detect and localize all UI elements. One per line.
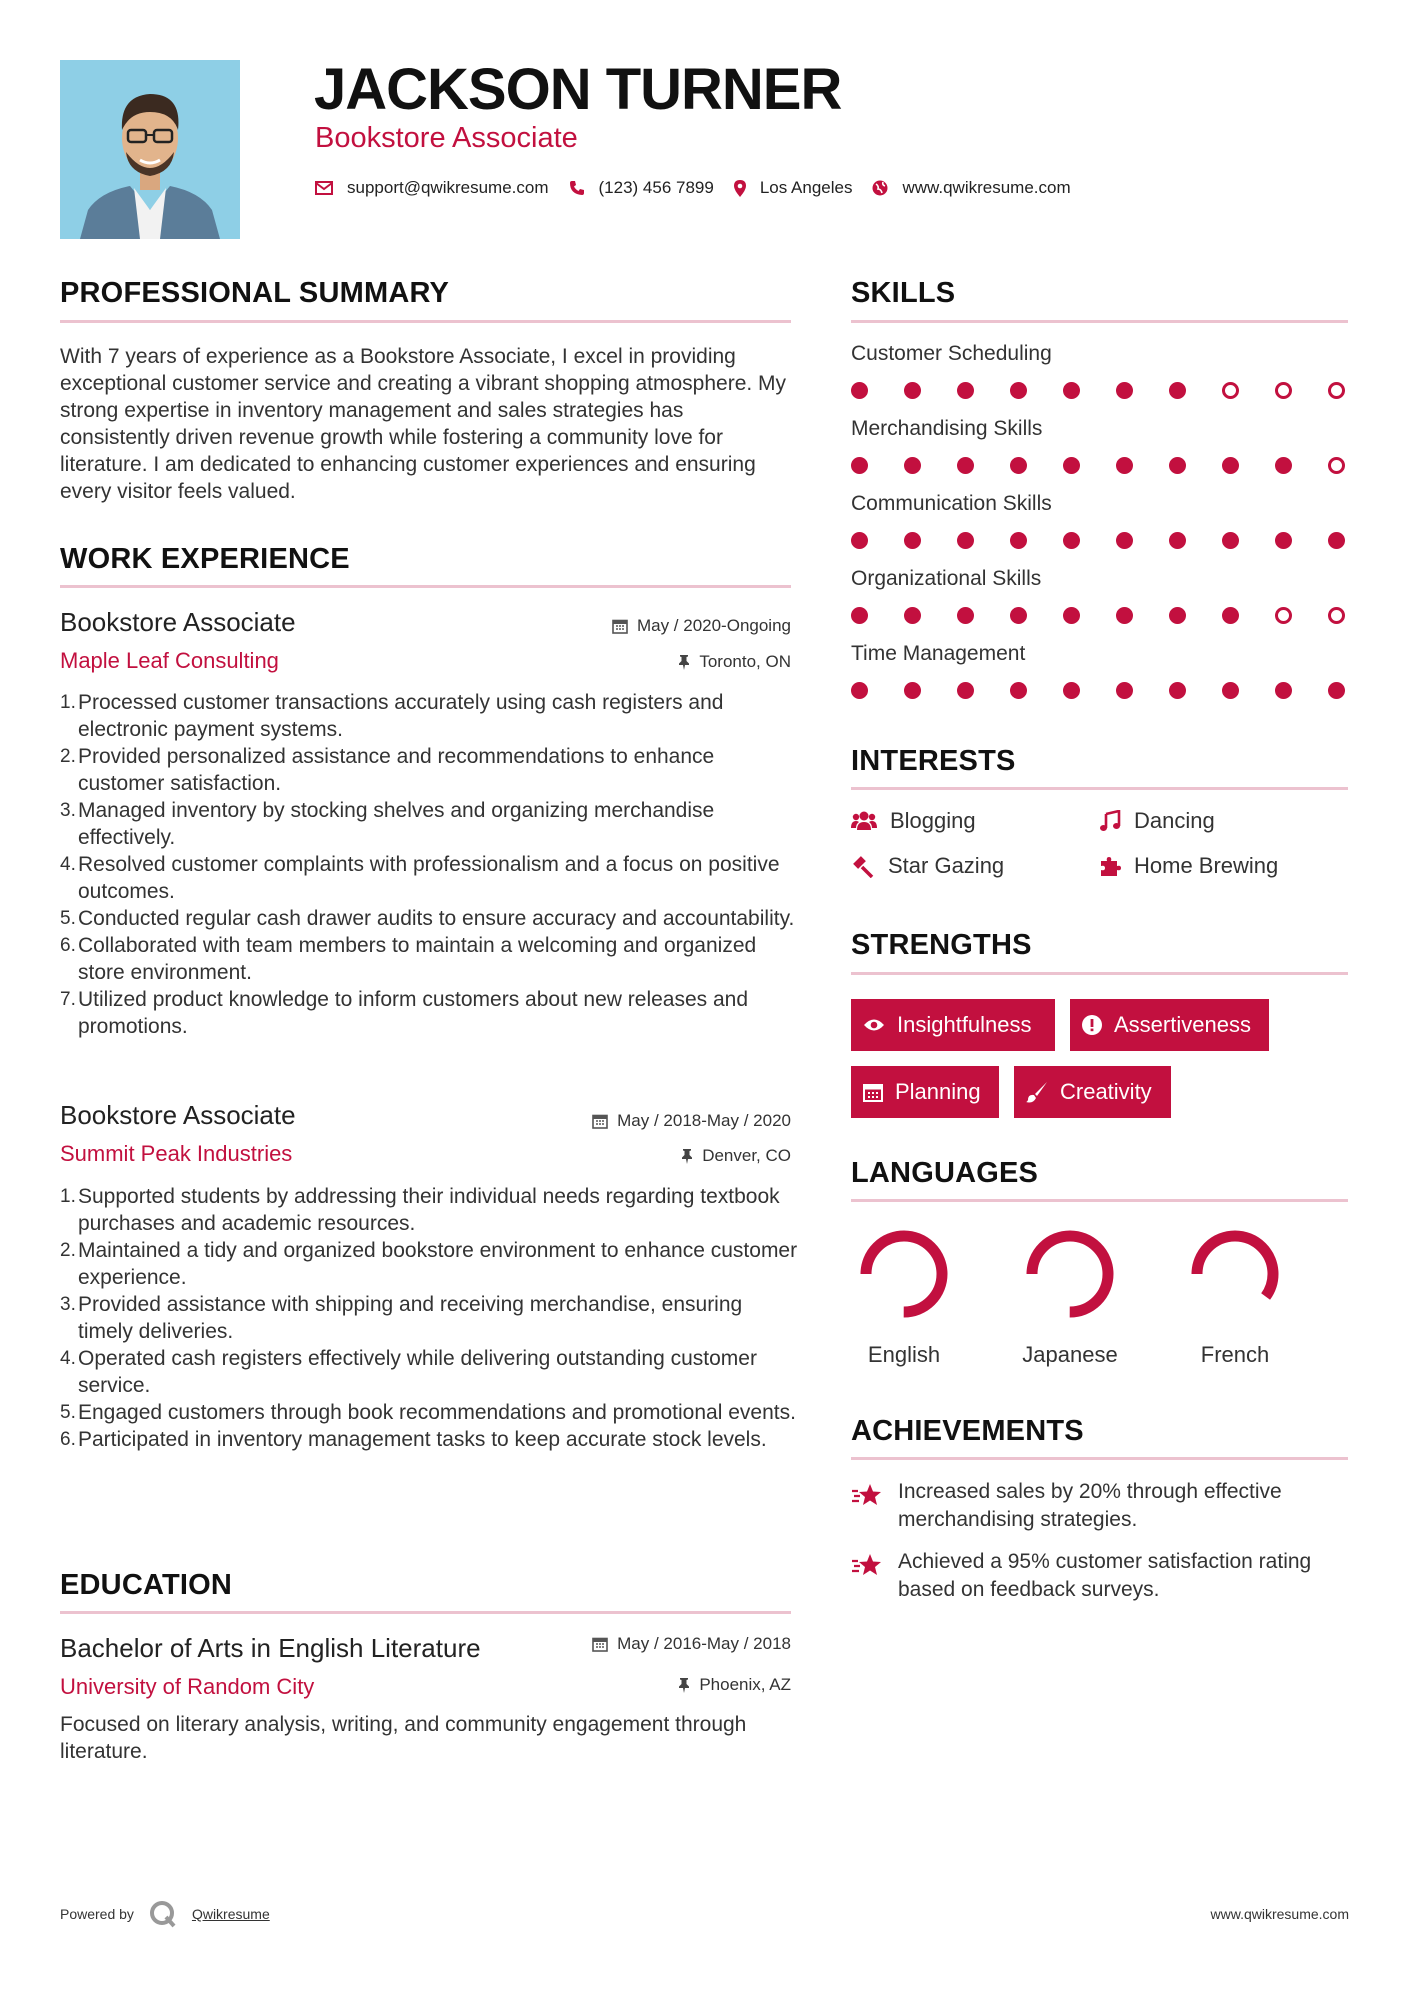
rating-dot-filled — [1063, 682, 1080, 699]
rating-dot-filled — [957, 607, 974, 624]
language-name: French — [1200, 1342, 1270, 1367]
skill-rating — [851, 682, 1345, 699]
list-item: 2. Maintained a tidy and organized bookstore environment to enhance customer experience. — [60, 1239, 798, 1289]
languages-heading: LANGUAGES — [851, 1157, 1039, 1189]
strength-badge — [851, 999, 1055, 1051]
rating-dot-filled — [851, 457, 868, 474]
language-item — [1170, 1226, 1300, 1368]
interest-item — [851, 853, 1004, 879]
education-dates — [592, 1634, 791, 1654]
interest-label: Blogging — [890, 808, 976, 833]
job-dates-text: May / 2018-May / 2020 — [617, 1111, 791, 1130]
email-text: support@qwikresume.com — [347, 178, 549, 197]
rating-dot-filled — [1222, 682, 1239, 699]
strength-badge — [1070, 999, 1269, 1051]
rating-dot-filled — [1222, 607, 1239, 624]
summary-divider — [60, 320, 791, 323]
degree-title: Bachelor of Arts in English Literature — [60, 1633, 481, 1663]
achievement-text: Achieved a 95% customer satisfaction rating based on feedback surveys. — [898, 1550, 1312, 1601]
job-dates — [612, 616, 791, 636]
rating-dot-filled — [851, 607, 868, 624]
rating-dot-filled — [957, 382, 974, 399]
language-ring — [1187, 1226, 1283, 1322]
list-item: 7. Utilized product knowledge to inform customers about new releases and promotions. — [60, 988, 749, 1038]
skills-heading: SKILLS — [851, 277, 956, 309]
music-icon — [1099, 810, 1121, 832]
achievements-divider — [851, 1457, 1348, 1460]
interests-heading: INTERESTS — [851, 745, 1016, 777]
rating-dot-filled — [1169, 382, 1186, 399]
job-company: Summit Peak Industries — [60, 1141, 293, 1166]
strength-label: Creativity — [1060, 1079, 1152, 1104]
interest-item — [1099, 853, 1278, 879]
job-location — [678, 652, 791, 672]
contact-email[interactable] — [315, 178, 549, 198]
rating-dot-filled — [957, 532, 974, 549]
rating-dot-filled — [851, 682, 868, 699]
rating-dot-empty — [1275, 607, 1292, 624]
language-item — [1005, 1226, 1135, 1368]
strength-badge — [851, 1066, 999, 1118]
strengths-divider — [851, 972, 1348, 975]
rating-dot-filled — [1328, 682, 1345, 699]
list-item: 6. Collaborated with team members to maintain a welcoming and organized store environment. — [60, 934, 757, 984]
rating-dot-filled — [904, 532, 921, 549]
rating-dot-filled — [957, 457, 974, 474]
achievement-item — [851, 1478, 1351, 1534]
achievement-text: Increased sales by 20% through effective merchandising strategies. — [898, 1480, 1282, 1531]
contact-location — [734, 178, 853, 198]
job-dates — [592, 1111, 791, 1131]
rating-dot-filled — [1010, 682, 1027, 699]
rating-dot-filled — [957, 682, 974, 699]
list-item: 4. Resolved customer complaints with professionalism and a focus on positive outcomes. — [60, 853, 780, 903]
footer-website[interactable]: www.qwikresume.com — [1210, 1906, 1349, 1922]
rating-dot-filled — [1063, 607, 1080, 624]
language-ring — [856, 1226, 952, 1322]
interests-divider — [851, 787, 1348, 790]
job-title: Bookstore Associate — [60, 1100, 296, 1130]
interest-label: Dancing — [1134, 808, 1215, 833]
qwikresume-logo-icon — [148, 1899, 178, 1929]
rating-dot-filled — [1116, 682, 1133, 699]
education-location-text: Phoenix, AZ — [699, 1675, 791, 1694]
rating-dot-empty — [1222, 382, 1239, 399]
rating-dot-filled — [1063, 382, 1080, 399]
strength-label: Planning — [895, 1079, 981, 1104]
list-item: 1. Processed customer transactions accurately using cash registers and electronic payment systems. — [60, 691, 724, 741]
rating-dot-empty — [1328, 382, 1345, 399]
summary-text: With 7 years of experience as a Bookstore Associate, I excel in providing exceptional customer service and creating a vibrant shopping atmosphere. My strong expertise in inventory management and sales strategies has consistently driven revenue growth while fostering a community love for literature. I am dedicated to enhancing customer experiences and ensuring every visitor feels valued. — [60, 345, 787, 503]
rating-dot-filled — [1169, 457, 1186, 474]
puzzle-icon — [1099, 855, 1121, 877]
job-location — [681, 1146, 791, 1166]
profile-photo — [60, 60, 240, 239]
job-location-text: Denver, CO — [702, 1146, 791, 1165]
school-name: University of Random City — [60, 1674, 315, 1699]
rating-dot-filled — [851, 382, 868, 399]
footer-powered-by — [60, 1899, 270, 1929]
list-item: 1. Supported students by addressing their individual needs regarding textbook purchases and academic resources. — [60, 1185, 780, 1235]
skill-name: Customer Scheduling — [851, 342, 1052, 365]
rating-dot-empty — [1275, 382, 1292, 399]
job-title: Bookstore Associate — [60, 607, 296, 637]
calendar-icon — [612, 618, 628, 634]
rating-dot-filled — [1169, 532, 1186, 549]
rating-dot-filled — [904, 682, 921, 699]
language-name: English — [867, 1342, 941, 1367]
list-item: 5. Engaged customers through book recommendations and promotional events. — [60, 1401, 796, 1424]
experience-heading: WORK EXPERIENCE — [60, 543, 350, 575]
achievements-heading: ACHIEVEMENTS — [851, 1415, 1084, 1447]
rating-dot-filled — [1063, 532, 1080, 549]
exclamation-icon — [1082, 1015, 1102, 1035]
strengths-heading: STRENGTHS — [851, 929, 1032, 961]
rating-dot-empty — [1328, 607, 1345, 624]
languages-divider — [851, 1199, 1348, 1202]
interest-label: Star Gazing — [888, 853, 1005, 878]
education-description: Focused on literary analysis, writing, and community engagement through literature. — [60, 1713, 747, 1763]
location-text: Los Angeles — [759, 178, 853, 197]
list-item: 3. Provided assistance with shipping and receiving merchandise, ensuring timely deliveries. — [60, 1293, 743, 1343]
candidate-name: JACKSON TURNER — [314, 57, 842, 122]
education-location — [678, 1675, 791, 1695]
skill-rating — [851, 382, 1345, 399]
rating-dot-filled — [1010, 532, 1027, 549]
skill-name: Communication Skills — [851, 492, 1052, 515]
brush-icon — [1026, 1081, 1048, 1103]
education-dates-text: May / 2016-May / 2018 — [617, 1634, 791, 1653]
education-heading: EDUCATION — [60, 1569, 233, 1601]
list-item: 4. Operated cash registers effectively while delivering outstanding customer service. — [60, 1347, 757, 1397]
phone-text: (123) 456 7899 — [598, 178, 714, 197]
language-level-arc — [866, 1236, 942, 1312]
rating-dot-filled — [1116, 457, 1133, 474]
strength-label: Assertiveness — [1114, 1012, 1251, 1037]
rating-dot-filled — [1275, 532, 1292, 549]
language-level-arc — [1197, 1236, 1273, 1312]
calendar-icon — [863, 1082, 883, 1102]
calendar-icon — [592, 1113, 608, 1129]
job-location-text: Toronto, ON — [699, 652, 791, 671]
skills-divider — [851, 320, 1348, 323]
website-text: www.qwikresume.com — [902, 178, 1071, 197]
rating-dot-filled — [1222, 457, 1239, 474]
list-item: 6. Participated in inventory management tasks to keep accurate stock levels. — [60, 1428, 767, 1451]
pin-icon — [678, 1677, 690, 1693]
envelope-icon — [315, 181, 333, 195]
contact-website[interactable] — [872, 178, 1070, 198]
rating-dot-filled — [1116, 607, 1133, 624]
skill-name: Merchandising Skills — [851, 417, 1043, 440]
job-dates-text: May / 2020-Ongoing — [636, 616, 791, 635]
rating-dot-filled — [851, 532, 868, 549]
job-responsibilities — [60, 689, 800, 1040]
skill-rating — [851, 532, 1345, 549]
users-icon — [851, 810, 877, 832]
rating-dot-filled — [1169, 607, 1186, 624]
skill-rating — [851, 457, 1345, 474]
globe-icon — [872, 180, 888, 196]
list-item: 3. Managed inventory by stocking shelves and organizing merchandise effectively. — [60, 799, 715, 849]
rating-dot-empty — [1328, 457, 1345, 474]
phone-icon — [569, 180, 585, 196]
language-name: Japanese — [1022, 1342, 1118, 1367]
contact-phone[interactable] — [569, 178, 714, 198]
rating-dot-filled — [904, 382, 921, 399]
star-icon — [851, 1482, 885, 1508]
job-responsibilities — [60, 1183, 800, 1453]
rating-dot-filled — [1328, 532, 1345, 549]
rating-dot-filled — [1116, 532, 1133, 549]
skill-name: Time Management — [851, 642, 1026, 665]
language-item — [839, 1226, 969, 1368]
education-divider — [60, 1611, 791, 1614]
interest-item — [851, 808, 976, 834]
contact-bar — [315, 178, 1091, 198]
list-item: 5. Conducted regular cash drawer audits to ensure accuracy and accountability. — [60, 907, 795, 930]
rating-dot-filled — [1010, 607, 1027, 624]
map-marker-icon — [734, 180, 746, 197]
calendar-icon — [592, 1636, 608, 1652]
brand-link[interactable]: Qwikresume — [191, 1906, 270, 1922]
skill-rating — [851, 607, 1345, 624]
powered-by-text: Powered by — [60, 1906, 134, 1922]
rating-dot-filled — [1169, 682, 1186, 699]
candidate-role: Bookstore Associate — [315, 122, 578, 154]
star-icon — [851, 1552, 885, 1578]
skill-name: Organizational Skills — [851, 567, 1042, 590]
language-level-arc — [1032, 1236, 1108, 1312]
summary-heading: PROFESSIONAL SUMMARY — [60, 277, 450, 309]
strength-badge — [1014, 1066, 1171, 1118]
experience-divider — [60, 585, 791, 588]
interest-item — [1099, 808, 1215, 834]
language-ring — [1022, 1226, 1118, 1322]
strength-label: Insightfulness — [897, 1012, 1032, 1037]
rating-dot-filled — [1010, 457, 1027, 474]
job-company: Maple Leaf Consulting — [60, 648, 279, 673]
rating-dot-filled — [904, 457, 921, 474]
gavel-icon — [851, 854, 875, 878]
list-item: 2. Provided personalized assistance and recommendations to enhance customer satisfaction. — [60, 745, 715, 795]
eye-icon — [863, 1018, 885, 1032]
rating-dot-filled — [1275, 682, 1292, 699]
rating-dot-filled — [1116, 382, 1133, 399]
rating-dot-filled — [1010, 382, 1027, 399]
interest-label: Home Brewing — [1134, 853, 1279, 878]
rating-dot-filled — [904, 607, 921, 624]
pin-icon — [681, 1148, 693, 1164]
rating-dot-filled — [1063, 457, 1080, 474]
achievement-item — [851, 1548, 1351, 1604]
rating-dot-filled — [1275, 457, 1292, 474]
rating-dot-filled — [1222, 532, 1239, 549]
pin-icon — [678, 654, 690, 670]
